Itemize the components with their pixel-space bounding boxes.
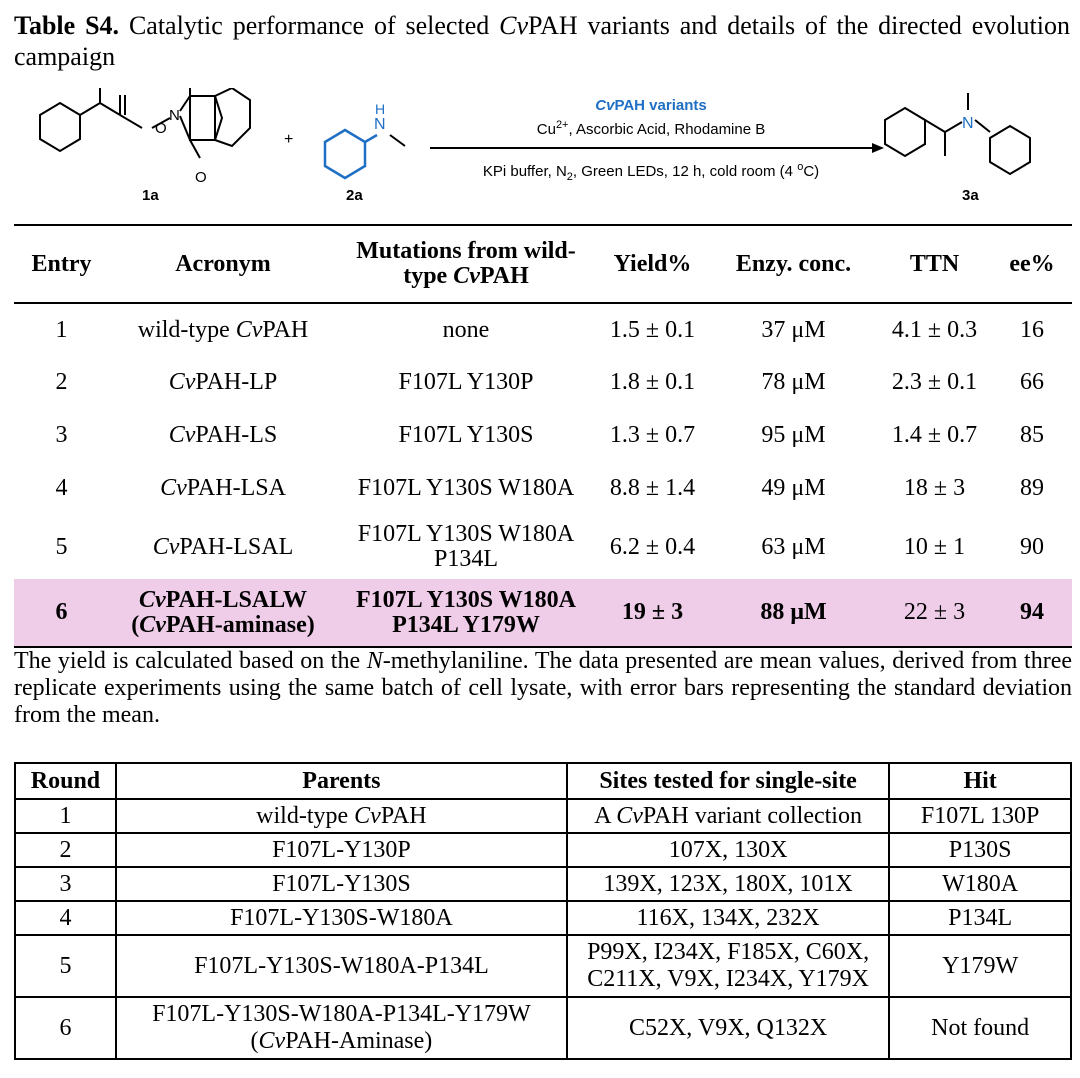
cell-mutations: F107L Y130S [398,422,534,448]
cell-mutations: none [442,316,490,343]
cell-acronym: CvPAH-LSAL [152,533,294,560]
cell-acronym: CvPAH-LSALW (CvPAH-aminase) [131,586,315,638]
table-row [14,515,1072,579]
cell-mutations: F107L Y130S W180A P134L [357,521,575,572]
table-header-row [15,763,1071,799]
cell-hit: F107L 130P [889,799,1071,833]
caption-italic: Cv [499,11,529,40]
cell-entry: 3 [55,422,68,448]
cell-acronym: CvPAH-LSA [160,475,286,501]
cell-enzyme-conc: 37 μM [761,316,826,343]
imide-nitrogen: N [169,107,180,124]
cell-sites: 139X, 123X, 180X, 101X [567,867,889,901]
cell-round: 5 [15,935,116,997]
cell-sites: P99X, I234X, F185X, C60X, C211X, V9X, I234X, Y179X [567,935,889,997]
cell-hit: P130S [889,833,1071,867]
cell-sites: 116X, 134X, 232X [567,901,889,935]
cell-ttn: 4.1 ± 0.3 [891,316,978,343]
cell-ttn: 1.4 ± 0.7 [891,422,978,448]
caption-label: Table S4. [14,11,120,40]
table-row [14,356,1072,409]
reaction-scheme [0,88,1080,218]
cell-sites: A CvPAH variant collection [567,799,889,833]
col-yield: Yield% [613,250,692,277]
plus-sign: + [284,131,294,148]
cell-parents: F107L-Y130S [116,867,567,901]
table-row [15,833,1071,867]
cell-yield: 1.5 ± 0.1 [609,316,696,343]
cell-ttn: 2.3 ± 0.1 [891,369,978,395]
cell-entry: 2 [55,369,68,395]
compound-1a-label: 1a [142,187,159,204]
compound-3a-label: 3a [962,187,979,204]
cell-round: 4 [15,901,116,935]
cell-parents: F107L-Y130P [116,833,567,867]
amine-nitrogen: N [374,116,386,133]
amine-hydrogen: H [375,101,386,117]
catalyst-title: CvPAH variants [595,97,707,114]
cell-acronym: wild-type CvPAH [137,316,309,343]
compound-2a-label: 2a [346,187,363,204]
col-ee: ee% [1009,250,1055,277]
compound-2a-structure [325,130,377,178]
cell-hit: Not found [889,997,1071,1059]
cell-acronym: CvPAH-LS [168,422,278,448]
table-row [14,303,1072,356]
cell-acronym: CvPAH-LP [168,369,278,395]
table-row [14,462,1072,515]
table-caption [14,10,1070,72]
cell-enzyme-conc: 78 μM [761,369,826,395]
caption-text-end: PAH variants and details of the directed evolution campaign [14,11,1071,71]
table-row [15,997,1071,1059]
cell-ee: 16 [1020,316,1044,343]
cell-parents: F107L-Y130S-W180A-P134L [116,935,567,997]
col-parents: Parents [116,763,567,799]
col-acronym: Acronym [175,250,271,277]
table-footnote: The yield is calculated based on the N-methylaniline. The data presented are mean values, derived from three replicate experiments using the same batch of cell lysate, with error bars representing the standard deviation from the mean. [14,648,1072,728]
table-header-row [14,225,1072,303]
col-ttn: TTN [909,250,960,277]
cell-hit: W180A [889,867,1071,901]
cell-parents: wild-type CvPAH [116,799,567,833]
table-row [14,409,1072,462]
col-round: Round [15,763,116,799]
cell-round: 2 [15,833,116,867]
cell-entry: 1 [55,316,68,343]
cell-yield: 19 ± 3 [621,599,684,625]
cell-ee: 85 [1020,422,1044,448]
cell-ttn: 10 ± 1 [903,533,966,560]
cell-ee: 66 [1020,369,1044,395]
cell-ttn: 22 ± 3 [903,599,966,625]
ester-oxygen: O [155,120,167,137]
cell-yield: 1.3 ± 0.7 [609,422,696,448]
cell-ee: 90 [1020,533,1044,560]
cell-round: 6 [15,997,116,1059]
col-sites: Sites tested for single-site [567,763,889,799]
cell-sites: C52X, V9X, Q132X [567,997,889,1059]
cell-yield: 1.8 ± 0.1 [609,369,696,395]
compound-1a-structure [40,88,250,158]
conditions-line: KPi buffer, $N_2$, Green LEDs, 12 h, cold room (4 $^o$C) [482,161,820,183]
cell-round: 1 [15,799,116,833]
col-enzyme-conc: Enzy. conc. [735,250,852,277]
cell-entry: 5 [55,533,68,560]
cell-yield: 8.8 ± 1.4 [609,475,696,501]
cell-enzyme-conc: 95 μM [761,422,826,448]
cell-mutations: F107L Y130P [398,369,534,395]
cell-yield: 6.2 ± 0.4 [609,533,696,560]
cell-entry: 6 [55,599,68,625]
cell-enzyme-conc: 63 μM [761,533,826,560]
table-row [15,901,1071,935]
compound-3a-structure [885,93,1030,174]
highlighted-row [14,579,1072,647]
product-nitrogen: N [962,115,974,132]
table-row [15,799,1071,833]
cell-ee: 89 [1020,475,1044,501]
cell-entry: 4 [55,475,68,501]
cell-round: 3 [15,867,116,901]
col-mutations: Mutations from wild- type CvPAH [356,238,576,289]
cell-parents: F107L-Y130S-W180A-P134L-Y179W (CvPAH-Aminase) [116,997,567,1059]
cell-ee: 94 [1020,599,1044,625]
cell-enzyme-conc: 49 μM [761,475,826,501]
imide-oxygen: O [195,169,207,186]
col-entry: Entry [31,250,92,277]
cell-enzyme-conc: 88 μM [760,599,827,625]
cell-mutations: F107L Y130S W180A [357,475,575,501]
table-row [15,935,1071,997]
col-hit: Hit [889,763,1071,799]
performance-table [14,224,1072,648]
evolution-campaign-table [14,762,1072,1060]
cell-hit: Y179W [889,935,1071,997]
cell-sites: 107X, 130X [567,833,889,867]
cell-mutations: F107L Y130S W180A P134L Y179W [355,586,577,638]
table-row [15,867,1071,901]
cell-ttn: 18 ± 3 [903,475,966,501]
cell-parents: F107L-Y130S-W180A [116,901,567,935]
reagents-line: $Cu^{2+}$, Ascorbic Acid, Rhodamine B [536,119,766,138]
cell-hit: P134L [889,901,1071,935]
caption-text: Catalytic performance of selected [119,11,500,40]
